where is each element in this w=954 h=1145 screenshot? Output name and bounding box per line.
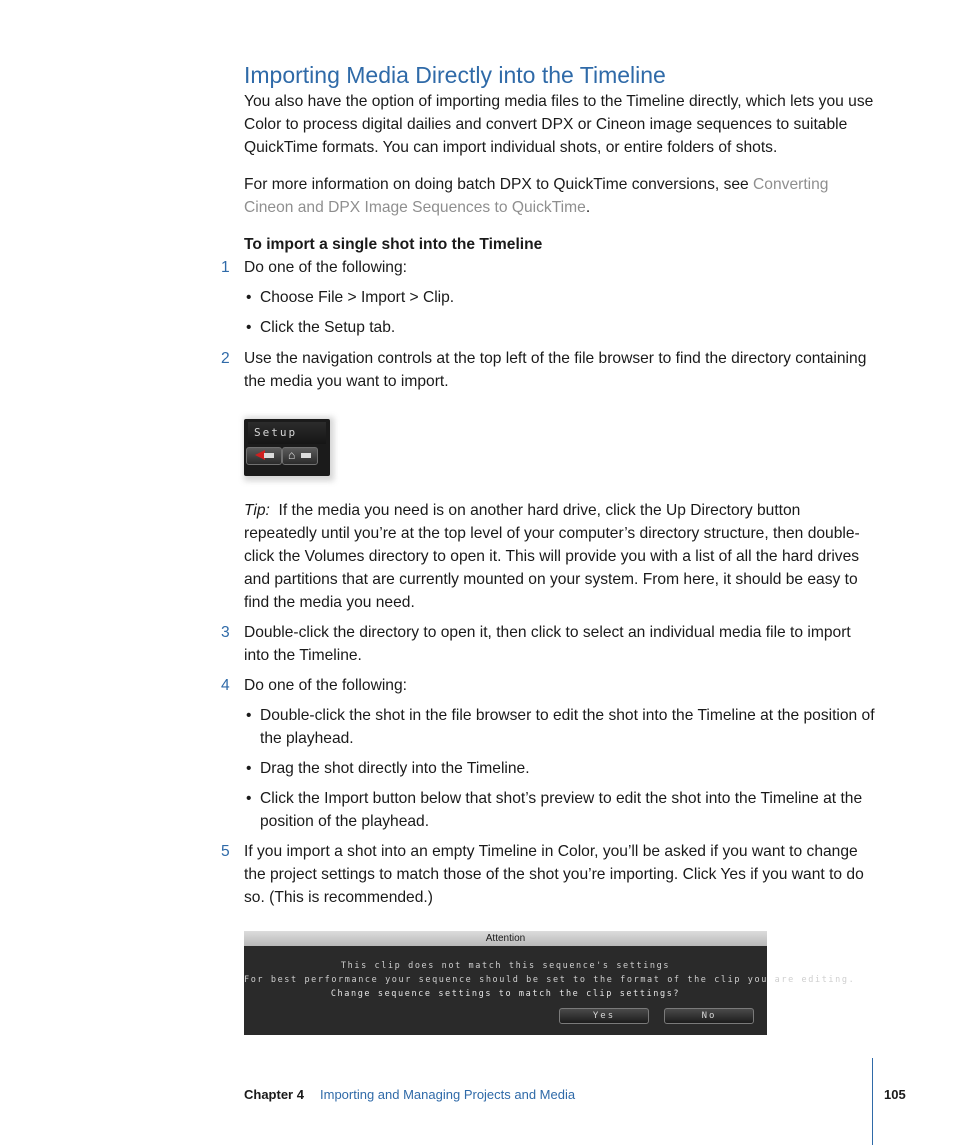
footer-divider (872, 1058, 873, 1145)
bullet-glyph: • (246, 707, 252, 724)
more-info-paragraph (244, 173, 876, 219)
step-number: 5 (221, 843, 230, 860)
dialog-question: Change sequence settings to match the clip settings? (330, 989, 681, 999)
footer-chapter-title: Importing and Managing Projects and Media (320, 1087, 576, 1102)
step-number: 2 (221, 350, 230, 367)
step-text: Do one of the following: (244, 259, 407, 276)
bullet-text: Click the Import button below that shot’s preview to edit the shot into the Timeline at the position of the playhead. (260, 790, 863, 830)
up-directory-button[interactable] (246, 447, 282, 465)
bullet-text: Choose File > Import > Clip. (260, 289, 455, 306)
bullet-glyph: • (246, 289, 252, 306)
cross-reference-link[interactable]: Converting Cineon and DPX Image Sequences to QuickTime (244, 176, 829, 216)
intro-paragraph: You also have the option of importing media files to the Timeline directly, which lets you use Color to process digital dailies and convert DPX or Cineon image sequences to suitable QuickTime formats. You can import individual shots, or entire folders of shots. (244, 93, 874, 156)
step-number: 1 (221, 259, 230, 276)
step-text: If you import a shot into an empty Timeline in Color, you’ll be asked if you want to change the project settings to match those of the shot you’re importing. Click Yes if you want to do so. (This is recommended.) (244, 843, 864, 906)
more-info-prefix: For more information on doing batch DPX to QuickTime conversions, see (244, 176, 754, 193)
tip-label: Tip: (244, 502, 270, 519)
home-icon: ⌂ (288, 448, 296, 462)
step-text: Double-click the directory to open it, then click to select an individual media file to import into the Timeline. (244, 624, 851, 664)
dialog-message-line: This clip does not match this sequence's settings (340, 961, 671, 971)
yes-button[interactable]: Yes (559, 1008, 649, 1024)
bullet-glyph: • (246, 319, 252, 336)
bullet-glyph: • (246, 760, 252, 777)
setup-tab-label: Setup (254, 426, 298, 439)
section-heading: Importing Media Directly into the Timeline (244, 62, 666, 88)
step-text: Use the navigation controls at the top left of the file browser to find the directory containing the media you want to import. (244, 350, 867, 390)
step-number: 4 (221, 677, 230, 694)
more-info-suffix: . (585, 199, 591, 216)
task-heading: To import a single shot into the Timeline (244, 236, 543, 253)
bullet-text: Drag the shot directly into the Timeline. (260, 760, 530, 777)
bullet-text: Double-click the shot in the file browser to edit the shot into the Timeline at the position of the playhead. (260, 707, 875, 747)
step-number: 3 (221, 624, 230, 641)
folder-bar-icon (301, 453, 311, 458)
tip-text: If the media you need is on another hard drive, click the Up Directory button repeatedly until you’re at the top level of your computer’s directory structure, then double-click the Volumes directory to open it. This will provide you with a list of all the hard drives and partitions that are currently mounted on your system. From here, it should be easy to find the media you need. (244, 502, 860, 611)
tip-paragraph (244, 499, 876, 614)
page-number: 105 (884, 1087, 906, 1102)
bullet-text: Click the Setup tab. (260, 319, 396, 336)
dialog-message-line: For best performance your sequence should be set to the format of the clip you are editing. (244, 975, 856, 985)
bullet-glyph: • (246, 790, 252, 807)
footer-chapter: Chapter 4 (244, 1087, 304, 1102)
home-directory-button[interactable] (282, 447, 318, 465)
dialog-title: Attention (485, 933, 526, 944)
no-button[interactable]: No (664, 1008, 754, 1024)
step-text: Do one of the following: (244, 677, 407, 694)
folder-bar-icon (264, 453, 274, 458)
